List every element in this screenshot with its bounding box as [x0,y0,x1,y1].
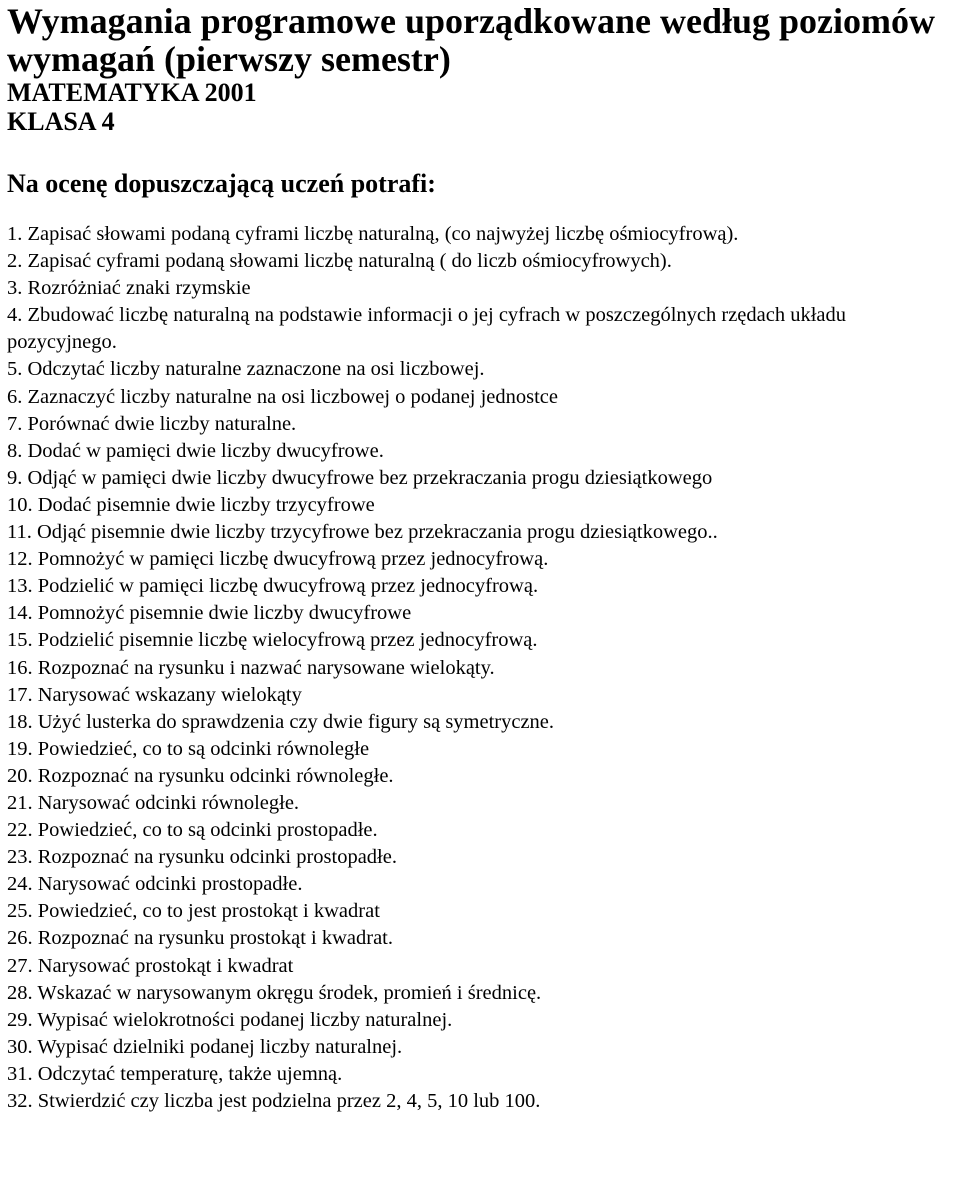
level-heading: Na ocenę dopuszczającą uczeń potrafi: [7,169,436,198]
requirement-item: 13. Podzielić w pamięci liczbę dwucyfrową przez jednocyfrową. [7,575,539,598]
requirement-item: 5. Odczytać liczby naturalne zaznaczone na osi liczbowej. [7,358,485,381]
requirement-item: 3. Rozróżniać znaki rzymskie [7,277,251,300]
requirement-item: 31. Odczytać temperaturę, także ujemną. [7,1062,343,1085]
requirement-item: 30. Wypisać dzielniki podanej liczby naturalnej. [7,1035,403,1058]
requirement-item: 7. Porównać dwie liczby naturalne. [7,412,297,435]
requirement-item: 4. Zbudować liczbę naturalną na podstawie informacji o jej cyfrach w poszczególnych rzędach układu pozycyjnego. [7,304,847,354]
requirement-item: 9. Odjąć w pamięci dwie liczby dwucyfrowe bez przekraczania progu dziesiątkowego [7,466,713,489]
document-title: Wymagania programowe uporządkowane według poziomów wymagań (pierwszy semestr) [7,1,936,79]
requirement-item: 28. Wskazać w narysowanym okręgu środek, promień i średnicę. [7,981,542,1004]
requirement-item: 14. Pomnożyć pisemnie dwie liczby dwucyfrowe [7,602,412,625]
requirement-item: 11. Odjąć pisemnie dwie liczby trzycyfrowe bez przekraczania progu dziesiątkowego.. [7,521,718,544]
requirement-item: 20. Rozpoznać na rysunku odcinki równoległe. [7,764,394,787]
requirement-item: 16. Rozpoznać na rysunku i nazwać narysowane wielokąty. [7,656,495,679]
requirement-item: 17. Narysować wskazany wielokąty [7,683,302,706]
requirement-item: 8. Dodać w pamięci dwie liczby dwucyfrowe. [7,439,384,462]
class-line: KLASA 4 [7,107,115,136]
requirement-item: 2. Zapisać cyframi podaną słowami liczbę naturalną ( do liczb ośmiocyfrowych). [7,250,672,273]
requirement-item: 29. Wypisać wielokrotności podanej liczby naturalnej. [7,1008,453,1031]
requirement-item: 6. Zaznaczyć liczby naturalne na osi liczbowej o podanej jednostce [7,385,558,408]
requirement-item: 32. Stwierdzić czy liczba jest podzielna przez 2, 4, 5, 10 lub 100. [7,1090,541,1112]
subject-line: MATEMATYKA 2001 [7,78,257,107]
requirement-item: 1. Zapisać słowami podaną cyframi liczbę naturalną, (co najwyżej liczbę ośmiocyfrową). [7,223,739,245]
requirement-item: 15. Podzielić pisemnie liczbę wielocyfrową przez jednocyfrową. [7,629,538,652]
requirement-item: 19. Powiedzieć, co to są odcinki równoległe [7,737,370,760]
requirement-item: 24. Narysować odcinki prostopadłe. [7,873,303,896]
requirement-item: 10. Dodać pisemnie dwie liczby trzycyfrowe [7,493,375,516]
requirement-item: 18. Użyć lusterka do sprawdzenia czy dwie figury są symetryczne. [7,710,555,733]
requirement-item: 26. Rozpoznać na rysunku prostokąt i kwadrat. [7,927,393,950]
requirement-item: 23. Rozpoznać na rysunku odcinki prostopadłe. [7,846,397,869]
requirement-item: 21. Narysować odcinki równoległe. [7,791,300,814]
requirement-item: 25. Powiedzieć, co to jest prostokąt i kwadrat [7,900,380,923]
requirement-item: 22. Powiedzieć, co to są odcinki prostopadłe. [7,819,378,842]
requirements-list [7,221,960,1115]
requirement-item: 12. Pomnożyć w pamięci liczbę dwucyfrową przez jednocyfrową. [7,548,549,571]
requirement-item: 27. Narysować prostokąt i kwadrat [7,954,294,977]
